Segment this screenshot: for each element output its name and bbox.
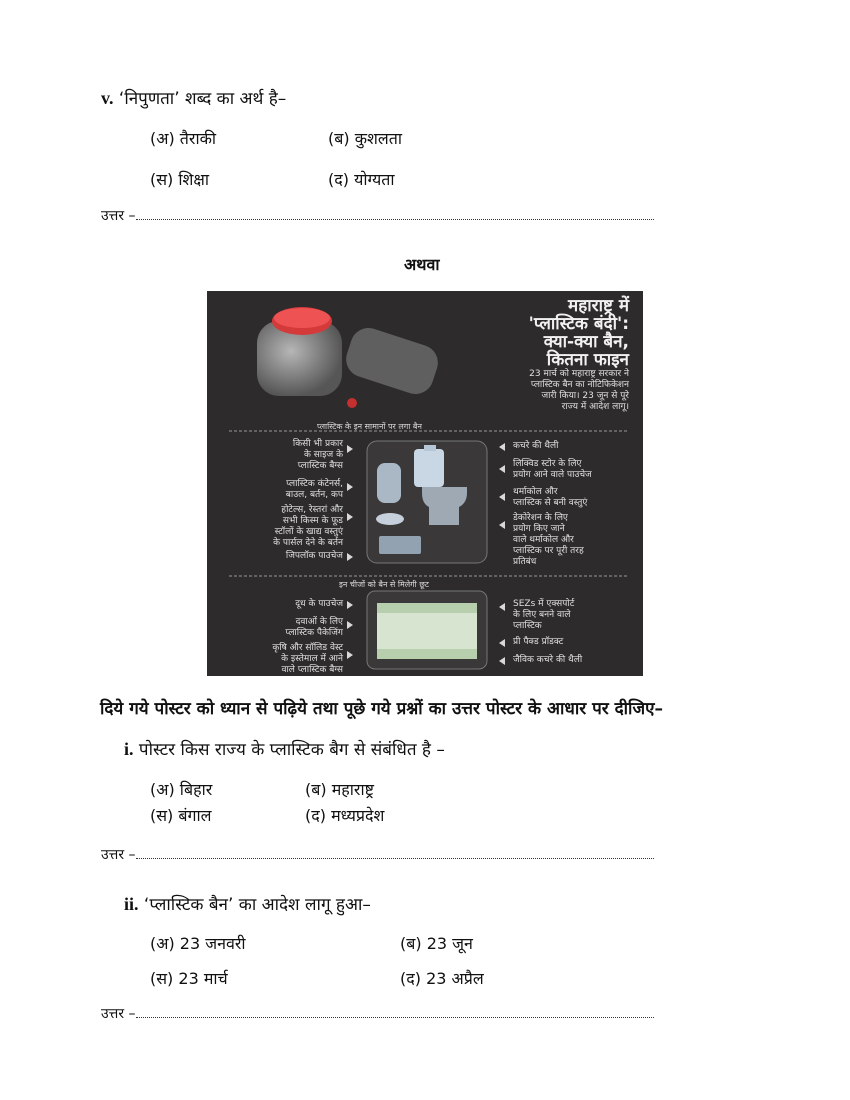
poster-text: प्लास्टिक कंटेनर्स, — [286, 479, 343, 489]
banned-left-2 — [286, 479, 343, 501]
poster-text: के इस्तेमाल में आने — [281, 654, 343, 664]
poster-text: वाले थर्माकोल और — [513, 535, 574, 545]
poster-text: प्रतिबंध — [513, 557, 537, 567]
question-i — [124, 737, 445, 760]
option-a: (अ) 23 जनवरी — [150, 934, 246, 953]
question-text: ‘निपुणता’ शब्द का अर्थ है– — [118, 89, 287, 109]
banned-right-3 — [513, 487, 587, 509]
poster-title-2: 'प्लास्टिक बंदी': — [528, 314, 629, 334]
answer-dots[interactable] — [136, 207, 654, 220]
poster-intro — [529, 369, 629, 413]
option-a: (अ) बिहार — [150, 780, 213, 799]
arrow-left-icon — [499, 657, 505, 665]
arrow-left-icon — [499, 443, 505, 451]
banned-left-4 — [286, 551, 343, 562]
banned-right-2 — [513, 459, 592, 481]
poster-text: प्लास्टिक से बनी वस्तुएं — [513, 498, 588, 508]
question-ii — [124, 892, 371, 915]
poster-text: वाले प्लास्टिक बैग्स — [281, 665, 343, 675]
answer-line[interactable] — [101, 206, 654, 225]
question-number: v. — [101, 88, 114, 108]
question-text: पोस्टर किस राज्य के प्लास्टिक बैग से संबंधित है – — [138, 740, 445, 760]
intro-line: प्लास्टिक बैन का नोटिफिकेशन — [530, 380, 629, 390]
option-d: (द) मध्यप्रदेश — [305, 806, 385, 825]
exempt-heading: इन चीजों को बैन से मिलेगी छूट — [339, 580, 429, 589]
exempt-left-1 — [295, 599, 343, 610]
poster-text: के लिए बनने वाले — [513, 610, 571, 620]
exempt-right-3 — [513, 655, 582, 666]
poster-text: कृषि और सॉलिड वेस्ट — [272, 643, 343, 653]
poster-text: SEZs में एक्सपोर्ट — [513, 599, 575, 609]
poster-text: के साइज के — [303, 450, 343, 460]
arrow-right-icon — [347, 483, 353, 491]
question-text: ‘प्लास्टिक बैन’ का आदेश लागू हुआ– — [143, 895, 371, 915]
poster-text: किसी भी प्रकार — [292, 439, 343, 449]
poster-text: के पार्सल देने के बर्तन — [273, 538, 343, 548]
arrow-right-icon — [347, 553, 353, 561]
banned-heading: प्लास्टिक के इन सामानों पर लगा बैन — [317, 422, 422, 431]
arrow-right-icon — [347, 445, 353, 453]
option-b: (ब) महाराष्ट्र — [305, 780, 374, 799]
arrow-right-icon — [347, 601, 353, 609]
option-c: (स) 23 मार्च — [150, 969, 228, 988]
banned-left-1 — [293, 439, 343, 472]
answer-line[interactable] — [101, 1004, 654, 1023]
poster-text: प्रयोग किए जाने — [513, 524, 565, 534]
poster-text: जैविक कचरे की थैली — [513, 655, 583, 665]
option-d: (द) योग्यता — [328, 170, 395, 189]
poster-text: प्री पैक्ड प्रॉडक्ट — [513, 637, 564, 647]
poster-text: लिक्विड स्टोर के लिए — [513, 459, 582, 469]
poster-text: प्लास्टिक पर पूरी तरह — [513, 546, 584, 556]
poster-text: प्लास्टिक बैग्स — [297, 461, 343, 471]
intro-line: जारी किया। 23 जून से पूरे — [541, 391, 629, 401]
answer-label: उत्तर – — [101, 1006, 136, 1022]
instruction: दिये गये पोस्टर को ध्यान से पढ़िये तथा पूछे गये प्रश्नों का उत्तर पोस्टर के आधार पर दीजिए– — [100, 699, 663, 719]
option-a: (अ) तैराकी — [150, 129, 217, 148]
poster-text: कचरे की थैली — [513, 441, 559, 451]
arrow-left-icon — [499, 639, 505, 647]
question-number: ii. — [124, 894, 139, 914]
poster-text: प्लास्टिक — [513, 621, 542, 631]
banned-right-1 — [513, 441, 558, 452]
answer-label: उत्तर – — [101, 847, 136, 863]
poster-text: बाउल, बर्तन, कप — [285, 490, 343, 500]
answer-line[interactable] — [101, 845, 654, 864]
arrow-left-icon — [499, 465, 505, 473]
banned-right-4 — [513, 513, 584, 568]
exempt-left-2 — [285, 617, 343, 639]
poster-text: जिपलॉक पाउचेज — [285, 551, 343, 561]
answer-label: उत्तर – — [101, 208, 136, 224]
intro-line: 23 मार्च को महाराष्ट्र सरकार ने — [529, 369, 629, 379]
plastic-ban-poster — [207, 291, 643, 676]
option-b: (ब) 23 जून — [400, 934, 473, 953]
arrow-left-icon — [499, 521, 505, 529]
exempt-right-2 — [513, 637, 563, 648]
answer-dots[interactable] — [136, 846, 654, 859]
poster-text: दूध के पाउचेज — [295, 599, 343, 609]
option-b: (ब) कुशलता — [328, 129, 402, 148]
poster-title-3: क्या-क्या बैन, — [543, 332, 629, 352]
poster-text: सभी किस्म के फूड — [282, 516, 343, 526]
poster-text: थर्माकोल और — [513, 487, 558, 497]
or-label: अथवा — [404, 255, 440, 274]
banned-left-3 — [273, 505, 343, 549]
intro-line: राज्य में आदेश लागू। — [561, 402, 629, 412]
option-c: (स) बंगाल — [150, 806, 212, 825]
poster-text: प्लास्टिक पैकेजिंग — [285, 628, 343, 638]
poster-title-4: कितना फाइन — [546, 350, 629, 370]
poster-title-1: महाराष्ट्र में — [568, 296, 629, 316]
answer-dots[interactable] — [136, 1005, 654, 1018]
arrow-right-icon — [347, 621, 353, 629]
arrow-right-icon — [347, 651, 353, 659]
poster-text: होटेल्स, रेस्तरां और — [281, 505, 343, 515]
arrow-left-icon — [499, 493, 505, 501]
question-v — [101, 86, 286, 109]
exempt-left-3 — [272, 643, 343, 676]
poster-text: डेकोरेशन के लिए — [513, 513, 568, 523]
option-d: (द) 23 अप्रैल — [400, 969, 484, 988]
poster-text: प्रयोग आने वाले पाउचेज — [513, 470, 592, 480]
option-c: (स) शिक्षा — [150, 170, 210, 189]
question-number: i. — [124, 739, 134, 759]
poster-text: स्टॉलों के खाद्य वस्तुएं — [274, 527, 343, 537]
arrow-left-icon — [499, 603, 505, 611]
poster-text: दवाओं के लिए — [295, 617, 343, 627]
arrow-right-icon — [347, 513, 353, 521]
exempt-right-1 — [513, 599, 574, 632]
